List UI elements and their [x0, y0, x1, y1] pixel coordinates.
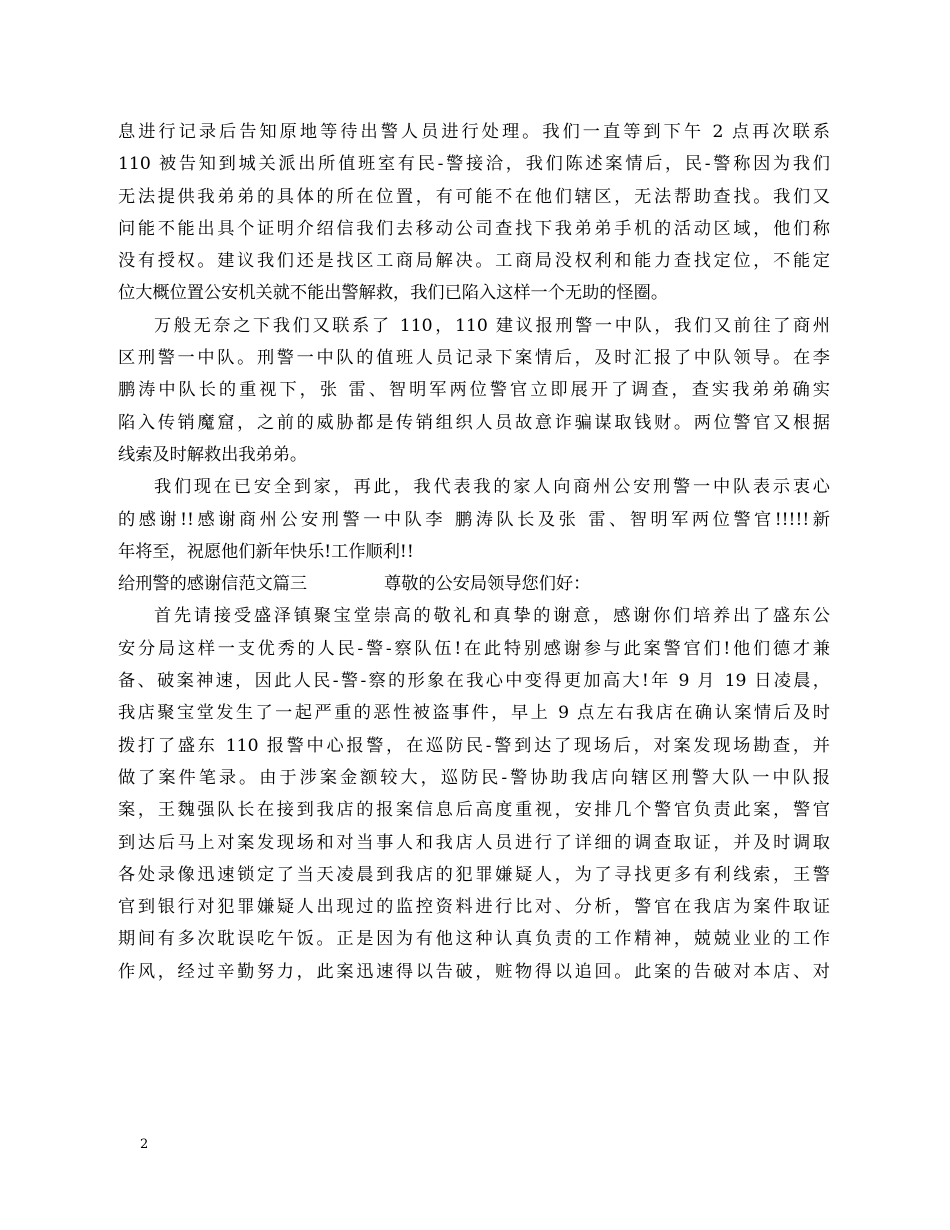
text-line: 首先请接受盛泽镇聚宝堂崇高的敬礼和真挚的谢意，感谢你们培养出了盛东公	[154, 606, 830, 627]
text-line: 我店聚宝堂发生了一起严重的恶性被盗事件，早上 9 点左右我店在确认案情后及时	[118, 703, 830, 724]
text-line: 线索及时解救出我弟弟。	[118, 444, 308, 465]
paragraph-3	[118, 471, 830, 568]
text-line: 各处录像迅速锁定了当天凌晨到我店的犯罪嫌疑人，为了寻找更多有利线索，王警	[118, 864, 830, 885]
text-line: 安分局这样一支优秀的人民-警-察队伍!在此特别感谢参与此案警官们!他们德才兼	[118, 638, 830, 659]
text-line: 备、破案神速，因此人民-警-察的形象在我心中变得更加高大!年 9 月 19 日凌晨，	[118, 671, 830, 692]
text-line: 110 被告知到城关派出所值班室有民-警接洽，我们陈述案情后，民-警称因为我们	[118, 154, 830, 175]
text-line: 年将至，祝愿他们新年快乐!工作顺利!!	[118, 541, 414, 562]
text-line: 做了案件笔录。由于涉案金额较大，巡防民-警协助我店向辖区刑警大队一中队报	[118, 767, 830, 788]
text-line: 区刑警一中队。刑警一中队的值班人员记录下案情后，及时汇报了中队领导。在李	[118, 348, 830, 369]
section-title: 给刑警的感谢信范文篇三	[118, 574, 308, 595]
text-line: 案，王魏强队长在接到我店的报案信息后高度重视，安排几个警官负责此案，警官	[118, 800, 830, 821]
paragraph-4	[118, 600, 830, 988]
text-line: 期间有多次耽误吃午饭。正是因为有他这种认真负责的工作精神，兢兢业业的工作	[118, 929, 830, 950]
text-line: 万般无奈之下我们又联系了 110，110 建议报刑警一中队，我们又前往了商州	[154, 315, 830, 336]
text-line: 的感谢!!感谢商州公安刑警一中队李 鹏涛队长及张 雷、智明军两位警官!!!!!新	[118, 509, 830, 530]
page-number: 2	[140, 1137, 149, 1152]
text-line: 无法提供我弟弟的具体的所在位置，有可能不在他们辖区，无法帮助查找。我们又	[118, 186, 830, 207]
text-line: 没有授权。建议我们还是找区工商局解决。工商局没权利和能力查找定位，不能定	[118, 251, 830, 272]
text-line: 作风，经过辛勤努力，此案迅速得以告破，赃物得以追回。此案的告破对本店、对	[118, 961, 830, 982]
text-line: 问能不能出具个证明介绍信我们去移动公司查找下我弟弟手机的活动区域，他们称	[118, 218, 830, 239]
text-line: 我们现在已安全到家，再此，我代表我的家人向商州公安刑警一中队表示衷心	[154, 477, 830, 498]
paragraph-2	[118, 310, 830, 471]
text-line: 到达后马上对案发现场和对当事人和我店人员进行了详细的调查取证，并及时调取	[118, 832, 830, 853]
text-line: 官到银行对犯罪嫌疑人出现过的监控资料进行比对、分析，警官在我店为案件取证	[118, 897, 830, 918]
text-line: 鹏涛中队长的重视下，张 雷、智明军两位警官立即展开了调查，查实我弟弟确实	[118, 380, 830, 401]
document-body	[118, 116, 830, 988]
section-heading-row	[118, 568, 830, 600]
salutation: 尊敬的公安局领导您们好：	[384, 574, 591, 595]
paragraph-1	[118, 116, 830, 310]
text-line: 位大概位置公安机关就不能出警解救，我们已陷入这样一个无助的怪圈。	[118, 283, 669, 304]
text-line: 息进行记录后告知原地等待出警人员进行处理。我们一直等到下午 2 点再次联系	[118, 122, 830, 142]
text-line: 拨打了盛东 110 报警中心报警，在巡防民-警到达了现场后，对案发现场勘查，并	[118, 735, 830, 756]
text-line: 陷入传销魔窟，之前的威胁都是传销组织人员故意诈骗谋取钱财。两位警官又根据	[118, 412, 830, 433]
